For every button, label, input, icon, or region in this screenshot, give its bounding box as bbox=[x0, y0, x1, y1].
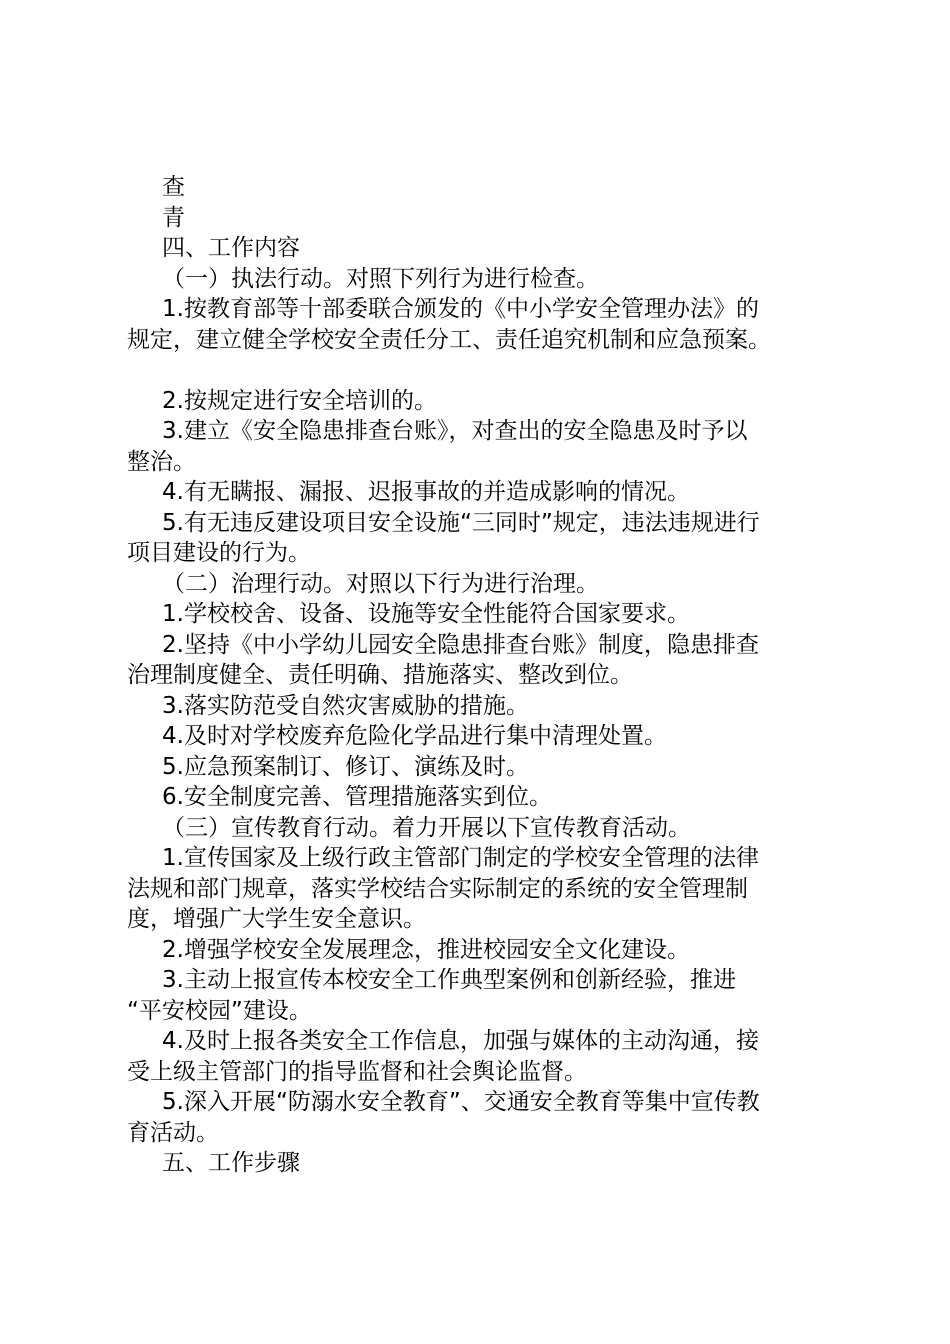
text-line: 2.坚持《中小学幼儿园安全隐患排查台账》制度，隐患排查 bbox=[162, 631, 759, 658]
text-line: 治理制度健全、责任明确、措施落实、整改到位。 bbox=[127, 662, 633, 688]
text-line: “平安校园”建设。 bbox=[127, 997, 312, 1024]
text-line: 6.安全制度完善、管理措施落实到位。 bbox=[162, 784, 552, 810]
text-line: 查 bbox=[162, 174, 185, 200]
text-line: 规定，建立健全学校安全责任分工、责任追究机制和应急预案。 bbox=[127, 326, 771, 353]
text-line: 2.按规定进行安全培训的。 bbox=[162, 387, 437, 414]
text-line: 2.增强学校安全发展理念，推进校园安全文化建设。 bbox=[162, 936, 690, 963]
document-page bbox=[127, 172, 832, 1179]
text-line: 3.建立《安全隐患排查台账》，对查出的安全隐患及时予以 bbox=[162, 418, 748, 444]
text-line: 五、工作步骤 bbox=[162, 1150, 300, 1176]
text-line: 项目建设的行为。 bbox=[127, 540, 311, 566]
text-line: 1.按教育部等十部委联合颁发的《中小学安全管理办法》的 bbox=[162, 296, 759, 322]
text-line: 育活动。 bbox=[127, 1119, 219, 1146]
text-line: 5.应急预案制订、修订、演练及时。 bbox=[162, 753, 529, 780]
text-line: 青 bbox=[162, 204, 185, 231]
text-line: 1.宣传国家及上级行政主管部门制定的学校安全管理的法律 bbox=[162, 845, 759, 871]
text-line: 法规和部门规章，落实学校结合实际制定的系统的安全管理制 bbox=[127, 875, 748, 902]
text-line: 5.深入开展“防溺水安全教育”、交通安全教育等集中宣传教 bbox=[162, 1089, 760, 1115]
text-line: （二）治理行动。对照以下行为进行治理。 bbox=[162, 570, 599, 597]
text-line: 5.有无违反建设项目安全设施“三同时”规定，违法违规进行 bbox=[162, 509, 760, 536]
text-line: 3.主动上报宣传本校安全工作典型案例和创新经验，推进 bbox=[162, 967, 736, 993]
text-line: 整治。 bbox=[127, 448, 196, 475]
text-line: 受上级主管部门的指导监督和社会舆论监督。 bbox=[127, 1058, 587, 1085]
text-line: （一）执法行动。对照下列行为进行检查。 bbox=[162, 265, 599, 292]
text-line: 4.及时对学校废弃危险化学品进行集中清理处置。 bbox=[162, 723, 667, 749]
text-line: 3.落实防范受自然灾害威胁的措施。 bbox=[162, 692, 529, 719]
text-line: 度，增强广大学生安全意识。 bbox=[127, 906, 426, 932]
text-line: 四、工作内容 bbox=[162, 235, 300, 261]
text-line: （三）宣传教育行动。着力开展以下宣传教育活动。 bbox=[162, 814, 691, 841]
blank-line bbox=[127, 355, 832, 386]
text-line: 4.及时上报各类安全工作信息，加强与媒体的主动沟通，接 bbox=[162, 1028, 759, 1054]
text-line: 4.有无瞒报、漏报、迟报事故的并造成影响的情况。 bbox=[162, 479, 690, 505]
text-line: 1.学校校舍、设备、设施等安全性能符合国家要求。 bbox=[162, 601, 690, 627]
